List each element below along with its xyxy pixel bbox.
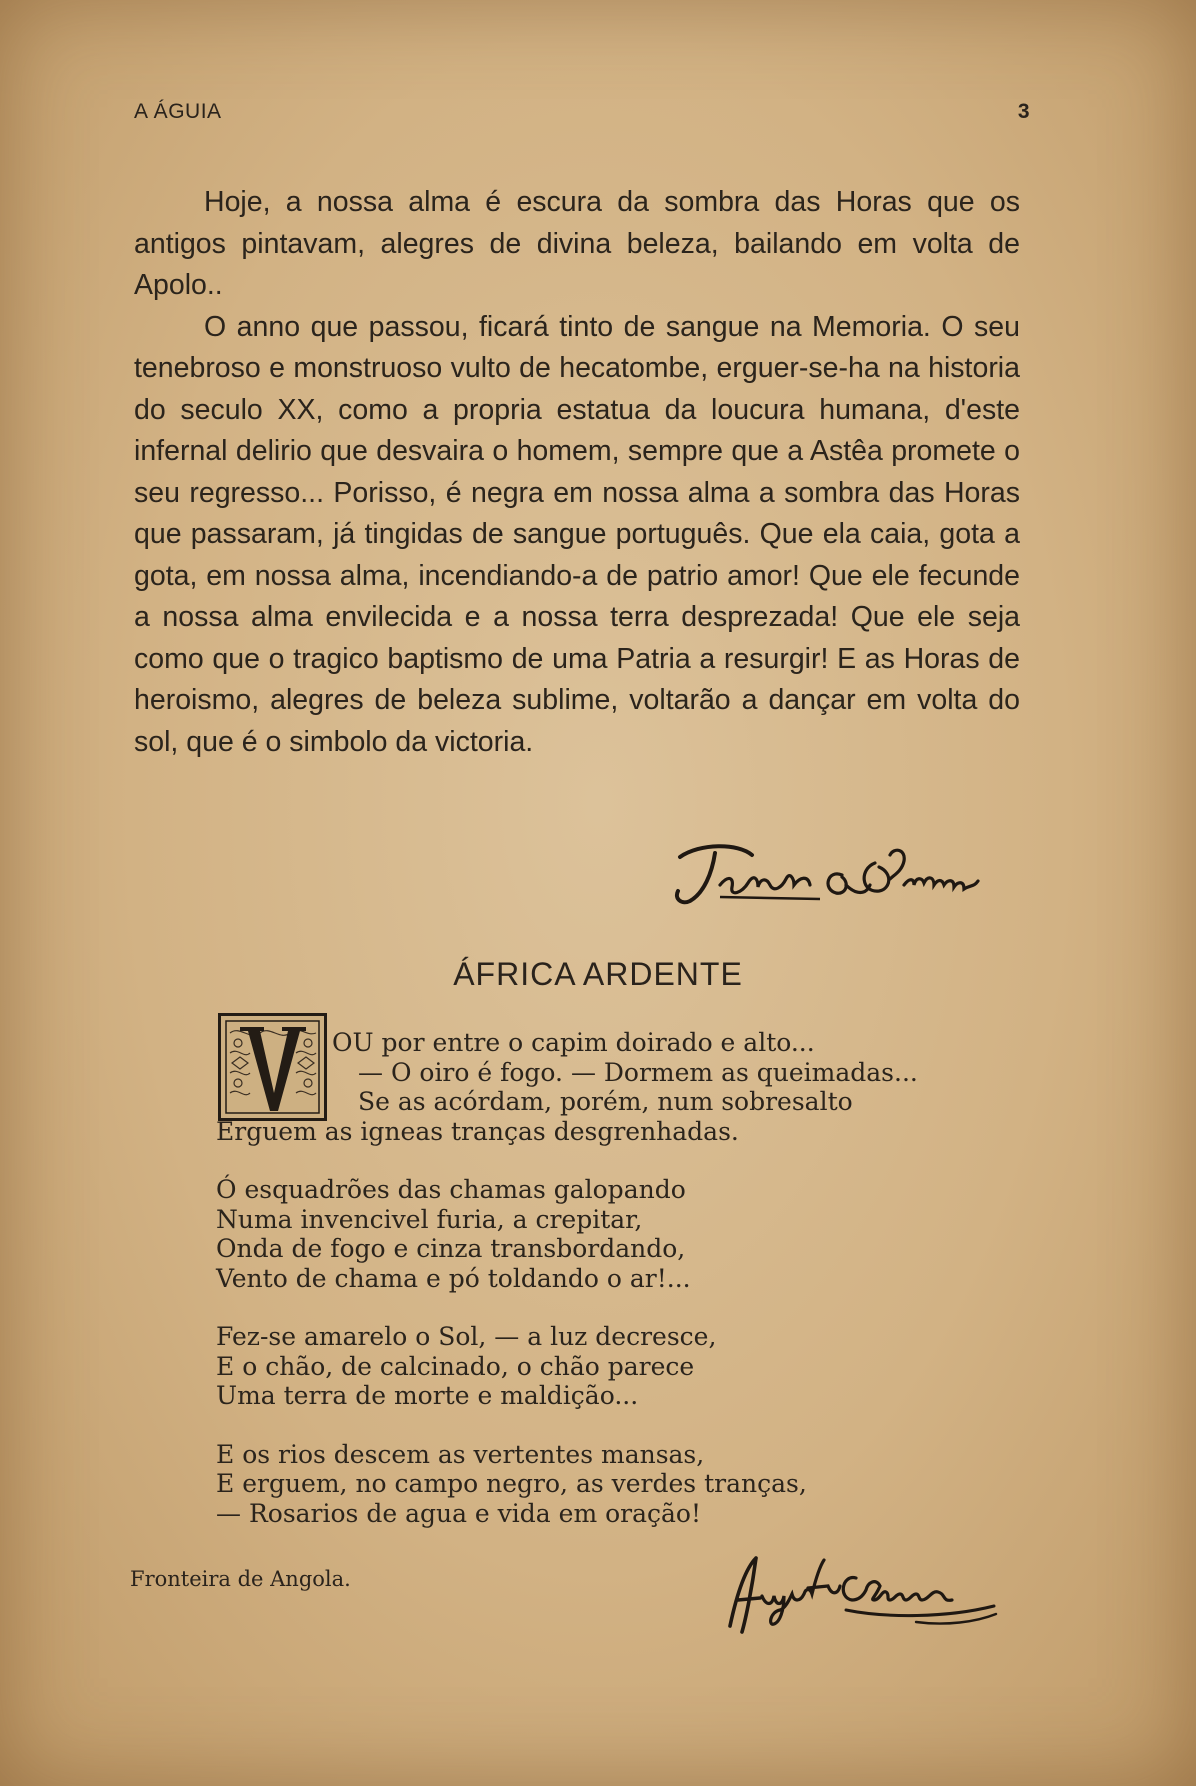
- poem-line: Erguem as igneas tranças desgrenhadas.: [216, 1116, 739, 1146]
- signature-teixeira-de-pascoaes: [660, 835, 1030, 910]
- poem-line: — O oiro é fogo. — Dormem as queimadas...: [358, 1057, 918, 1087]
- poem-body: [216, 1028, 918, 1557]
- paragraph: O anno que passou, ficará tinto de sangue na Memoria. O seu tenebroso e monstruoso vulto de hecatombe, erguer-se-ha na historia do seculo XX, como a propria estatua da loucura humana, d'este infernal delirio que desvaira o homem, sempre que a Astêa promete o seu regresso... Porisso, é negra em nossa alma a sombra das Horas que passaram, já tingidas de sangue português. Que ela caia, gota a gota, em nossa alma, incendiando-a de patrio amor! Que ele fecunde a nossa alma envilecida e a nossa terra desprezada! Que ele seja como que o tragico baptismo de uma Patria a resurgir! E as Horas de heroismo, alegres de beleza sublime, voltarão a dançar em volta do sol, que é o simbolo da victoria.: [134, 310, 1020, 758]
- poem-line: — Rosarios de agua e vida em oração!: [216, 1498, 702, 1528]
- poem-line: Numa invencivel furia, a crepitar,: [216, 1204, 643, 1234]
- poem-line: OU por entre o capim doirado e alto...: [332, 1028, 815, 1057]
- prose-text: [134, 182, 1020, 763]
- poem-title: ÁFRICA ARDENTE: [453, 956, 743, 992]
- poem-stanza: [216, 1440, 918, 1529]
- poem-line: Onda de fogo e cinza transbordando,: [216, 1234, 686, 1263]
- poem-line: E os rios descem as vertentes mansas,: [216, 1439, 705, 1469]
- paragraph: Hoje, a nossa alma é escura da sombra das Horas que os antigos pintavam, alegres de divina beleza, bailando em volta de Apolo..: [134, 186, 1020, 301]
- poem-line: E o chão, de calcinado, o chão parece: [216, 1351, 695, 1381]
- poem-line: Ó esquadrões das chamas galopando: [216, 1175, 686, 1204]
- poem-line: Fez-se amarelo o Sol, — a luz decresce,: [216, 1322, 717, 1351]
- poem-line: Vento de chama e pó toldando o ar!...: [216, 1263, 691, 1293]
- signature-augusto-casimiro: [716, 1548, 1016, 1638]
- poem-stanza: [216, 1175, 918, 1293]
- page-number: 3: [1017, 100, 1030, 123]
- poem-line: Se as acórdam, porém, num sobresalto: [358, 1087, 853, 1116]
- poem-stanza: [216, 1028, 918, 1146]
- poem-stanza: [216, 1322, 918, 1411]
- poem-line: Uma terra de morte e maldição...: [216, 1381, 639, 1410]
- journal-title: A ÁGUIA: [134, 100, 222, 123]
- poem-line: E erguem, no campo negro, as verdes tranças,: [216, 1469, 807, 1498]
- place-note: Fronteira de Angola.: [130, 1567, 351, 1591]
- running-head: [134, 100, 1030, 130]
